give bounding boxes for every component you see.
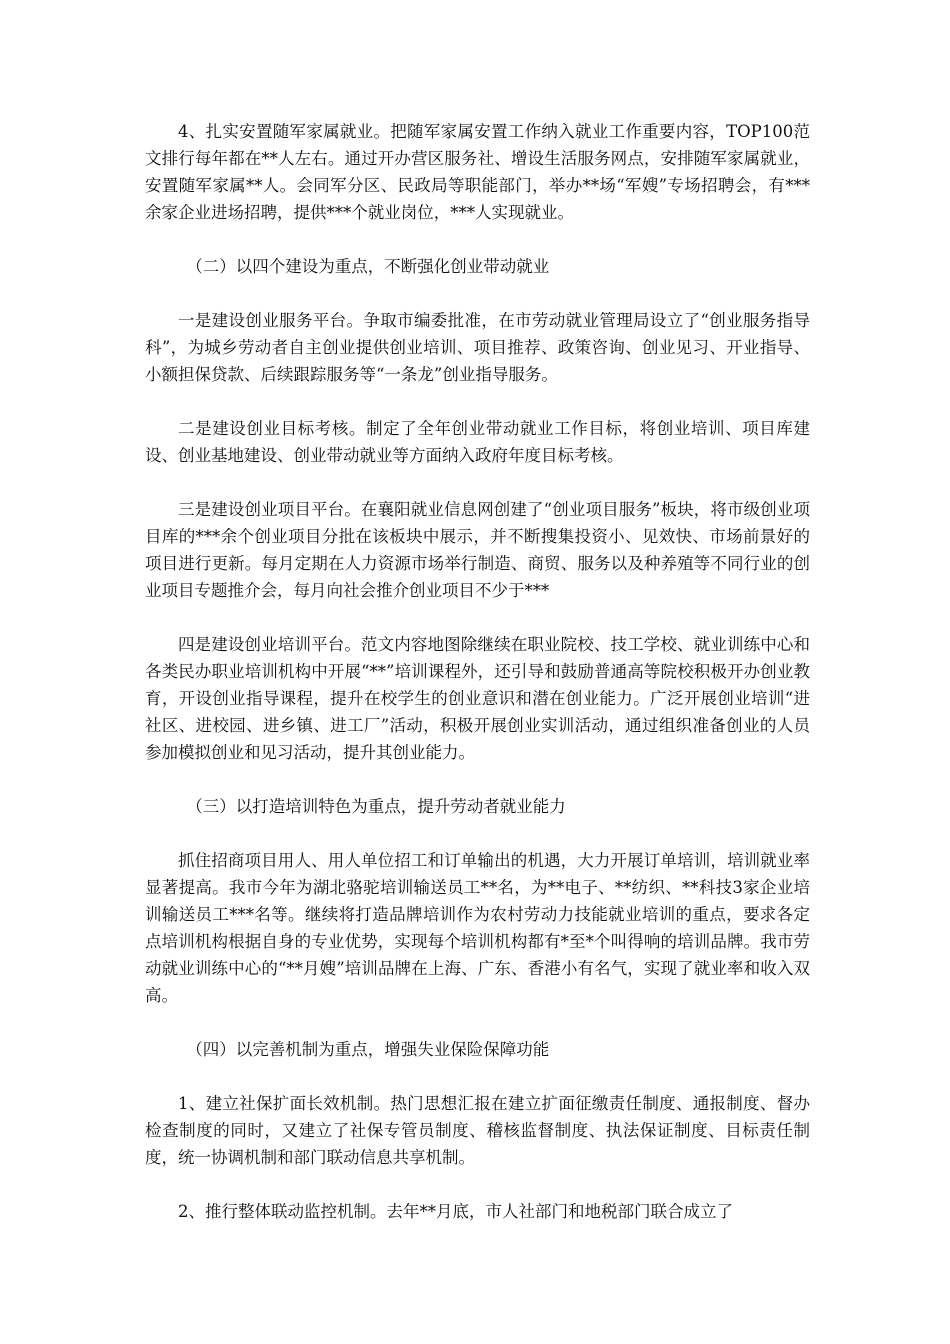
paragraph-social-security-mechanism: 1、建立社保扩面长效机制。热门思想汇报在建立扩面征缴责任制度、通报制度、督办检查制度的同时，又建立了社保专管员制度、稽核监督制度、执法保证制度、目标责任制度，统一协调机制和部门联动信息共享机制。 (145, 1094, 810, 1167)
paragraph-military-family-employment: 4、扎实安置随军家属就业。把随军家属安置工作纳入就业工作重要内容，TOP100范文排行每年都在**人左右。通过开办营区服务社、增设生活服务网点，安排随军家属就业，安置随军家属**人。会同军分区、民政局等职能部门，举办**场“军嫂”专场招聘会，有***余家企业进场招聘，提供***个就业岗位，***人实现就业。 (145, 122, 810, 222)
paragraph-service-platform: 一是建设创业服务平台。争取市编委批准，在市劳动就业管理局设立了“创业服务指导科”，为城乡劳动者自主创业提供创业培训、项目推荐、政策咨询、创业见习、开业指导、小额担保贷款、后续跟踪服务等“一条龙”创业指导服务。 (145, 311, 810, 384)
section-heading-entrepreneurship: （二）以四个建设为重点，不断强化创业带动就业 (186, 257, 550, 276)
paragraph-project-platform: 三是建设创业项目平台。在襄阳就业信息网创建了“创业项目服务”板块，将市级创业项目库的***余个创业项目分批在该板块中展示，并不断搜集投资小、见效快、市场前景好的项目进行更新。每月定期在人力资源市场举行制造、商贸、服务以及种养殖等不同行业的创业项目专题推介会，每月向社会推介创业项目不少于*** (145, 500, 810, 600)
paragraph-target-assessment: 二是建设创业目标考核。制定了全年创业带动就业工作目标，将创业培训、项目库建设、创业基地建设、创业带动就业等方面纳入政府年度目标考核。 (145, 419, 810, 465)
section-heading-insurance: （四）以完善机制为重点，增强失业保险保障功能 (186, 1040, 550, 1059)
section-heading-training: （三）以打造培训特色为重点，提升劳动者就业能力 (186, 797, 566, 816)
paragraph-order-training: 抓住招商项目用人、用人单位招工和订单输出的机遇，大力开展订单培训，培训就业率显著提高。我市今年为湖北骆驼培训输送员工**名，为**电子、**纺织、**科技3家企业培训输送员工***名等。继续将打造品牌培训作为农村劳动力技能就业培训的重点，要求各定点培训机构根据自身的专业优势，实现每个培训机构都有*至*个叫得响的培训品牌。我市劳动就业训练中心的“**月嫂”培训品牌在上海、广东、香港小有名气，实现了就业率和收入双高。 (145, 851, 810, 1005)
document-page (145, 118, 810, 1225)
paragraph-monitoring-mechanism: 2、推行整体联动监控机制。去年**月底，市人社部门和地税部门联合成立了 (178, 1202, 733, 1221)
paragraph-training-platform: 四是建设创业培训平台。范文内容地图除继续在职业院校、技工学校、就业训练中心和各类民办职业培训机构中开展“**”培训课程外，还引导和鼓励普通高等院校积极开办创业教育，开设创业指导课程，提升在校学生的创业意识和潜在创业能力。广泛开展创业培训“进社区、进校园、进乡镇、进工厂”活动，积极开展创业实训活动，通过组织准备创业的人员参加模拟创业和见习活动，提升其创业能力。 (145, 635, 810, 762)
